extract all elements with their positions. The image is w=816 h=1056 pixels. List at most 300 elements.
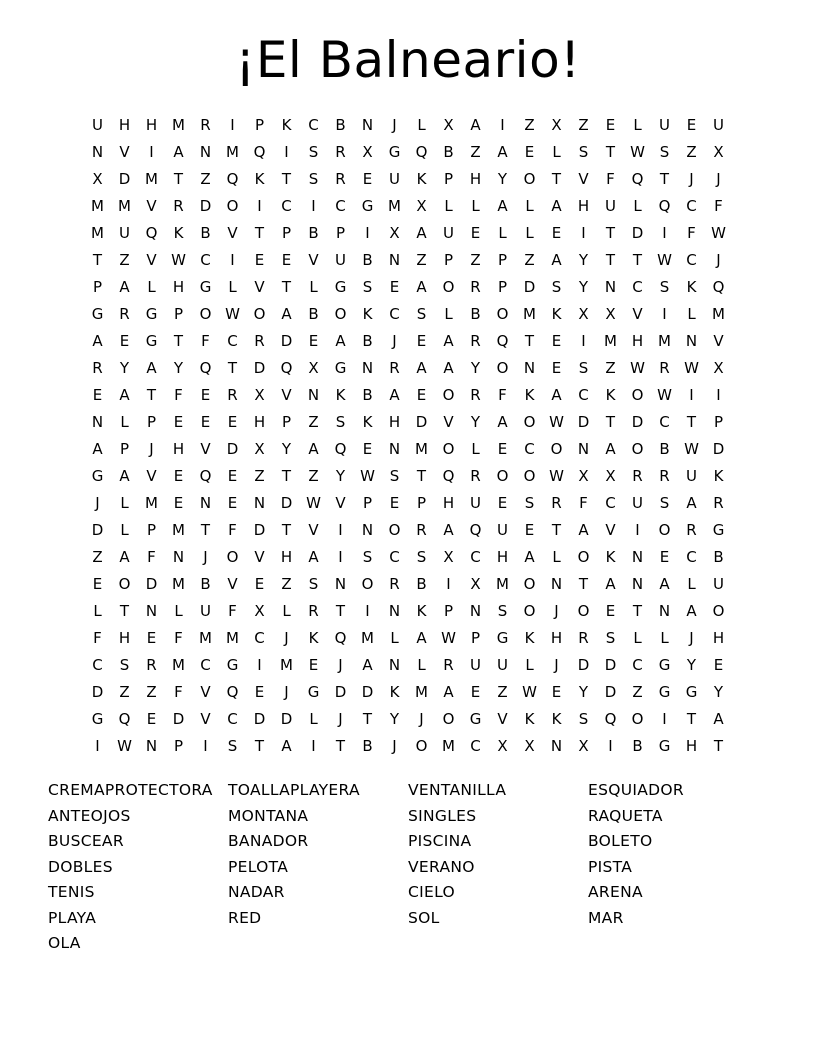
grid-letter: T xyxy=(524,332,535,350)
grid-letter: N xyxy=(361,521,374,539)
grid-letter: H xyxy=(172,440,185,458)
grid-letter: V xyxy=(281,386,292,404)
grid-letter: E xyxy=(308,332,319,350)
grid-letter: U xyxy=(605,197,616,215)
grid-letter: S xyxy=(659,143,670,161)
grid-letter: O xyxy=(523,575,536,593)
grid-letter: H xyxy=(712,629,725,647)
grid-letter: N xyxy=(334,575,347,593)
grid-letter: J xyxy=(689,629,694,647)
grid-letter: R xyxy=(713,494,724,512)
grid-letter: V xyxy=(200,710,211,728)
grid-letter: G xyxy=(91,305,104,323)
grid-letter: P xyxy=(335,224,346,242)
grid-letter: O xyxy=(226,197,239,215)
grid-letter: G xyxy=(91,467,104,485)
grid-letter: A xyxy=(524,548,535,566)
grid-letter: S xyxy=(308,170,319,188)
grid-letter: L xyxy=(120,521,129,539)
grid-letter: X xyxy=(362,143,373,161)
grid-letter: P xyxy=(497,251,508,269)
grid-letter: N xyxy=(172,548,185,566)
grid-letter: O xyxy=(496,467,509,485)
grid-letter: K xyxy=(335,386,346,404)
grid-letter: B xyxy=(470,305,481,323)
grid-letter: M xyxy=(199,629,212,647)
grid-letter: S xyxy=(227,737,238,755)
grid-letter: Q xyxy=(334,629,347,647)
grid-letter: G xyxy=(145,305,158,323)
grid-letter: I xyxy=(662,305,667,323)
grid-letter: F xyxy=(147,548,156,566)
grid-letter: K xyxy=(308,629,319,647)
grid-letter: Z xyxy=(605,359,616,377)
grid-letter: K xyxy=(524,710,535,728)
grid-letter: Z xyxy=(308,413,319,431)
grid-letter: U xyxy=(713,116,724,134)
grid-letter: E xyxy=(605,602,616,620)
grid-letter: M xyxy=(91,197,104,215)
grid-letter: I xyxy=(608,737,613,755)
grid-letter: A xyxy=(173,143,184,161)
word-list-item: PISTA xyxy=(588,857,633,876)
grid-letter: M xyxy=(415,440,428,458)
grid-letter: H xyxy=(253,413,266,431)
grid-letter: G xyxy=(145,332,158,350)
grid-letter: T xyxy=(254,224,265,242)
grid-letter: E xyxy=(146,629,157,647)
grid-letter: C xyxy=(227,332,238,350)
grid-letter: V xyxy=(227,224,238,242)
grid-letter: C xyxy=(200,656,211,674)
grid-letter: I xyxy=(230,251,235,269)
grid-letter: G xyxy=(496,629,509,647)
grid-row xyxy=(84,463,732,490)
grid-letter: M xyxy=(172,656,185,674)
grid-letter: L xyxy=(498,224,507,242)
grid-letter: Z xyxy=(308,467,319,485)
grid-letter: A xyxy=(659,575,670,593)
grid-letter: A xyxy=(443,359,454,377)
grid-letter: S xyxy=(389,467,400,485)
grid-letter: L xyxy=(93,602,102,620)
grid-letter: E xyxy=(173,494,184,512)
grid-letter: Q xyxy=(280,359,293,377)
grid-letter: W xyxy=(684,359,699,377)
grid-letter: A xyxy=(92,440,103,458)
grid-letter: O xyxy=(658,521,671,539)
grid-letter: S xyxy=(362,278,373,296)
grid-letter: A xyxy=(416,224,427,242)
grid-row xyxy=(84,193,732,220)
grid-letter: S xyxy=(578,710,589,728)
grid-letter: E xyxy=(173,467,184,485)
grid-letter: E xyxy=(497,440,508,458)
grid-letter: T xyxy=(173,170,184,188)
grid-letter: N xyxy=(658,602,671,620)
grid-letter: A xyxy=(497,143,508,161)
grid-letter: G xyxy=(226,656,239,674)
grid-letter: X xyxy=(497,737,508,755)
word-list-item: PLAYA xyxy=(48,908,97,927)
grid-letter: H xyxy=(280,548,293,566)
grid-row xyxy=(84,274,732,301)
grid-letter: I xyxy=(689,386,694,404)
word-list-item: RED xyxy=(228,908,262,927)
grid-letter: M xyxy=(388,197,401,215)
grid-letter: B xyxy=(362,332,373,350)
grid-letter: O xyxy=(712,602,725,620)
grid-letter: W xyxy=(171,251,186,269)
grid-letter: M xyxy=(658,332,671,350)
grid-letter: D xyxy=(334,683,347,701)
grid-letter: R xyxy=(632,467,643,485)
grid-letter: D xyxy=(577,656,590,674)
grid-letter: V xyxy=(308,521,319,539)
grid-letter: R xyxy=(308,602,319,620)
grid-letter: N xyxy=(145,737,158,755)
grid-letter: E xyxy=(227,467,238,485)
grid-letter: O xyxy=(253,305,266,323)
grid-letter: V xyxy=(200,440,211,458)
grid-letter: W xyxy=(522,683,537,701)
grid-letter: I xyxy=(149,143,154,161)
grid-letter: B xyxy=(335,116,346,134)
grid-letter: A xyxy=(92,332,103,350)
word-list-item: TENIS xyxy=(48,883,95,901)
grid-letter: U xyxy=(659,116,670,134)
word-list-item: PELOTA xyxy=(228,857,289,876)
grid-letter: U xyxy=(497,656,508,674)
grid-letter: O xyxy=(523,602,536,620)
grid-letter: S xyxy=(605,629,616,647)
grid-letter: Q xyxy=(604,710,617,728)
grid-letter: L xyxy=(444,197,453,215)
grid-letter: X xyxy=(713,143,724,161)
grid-letter: V xyxy=(605,521,616,539)
grid-letter: E xyxy=(551,359,562,377)
grid-letter: F xyxy=(174,683,183,701)
grid-letter: R xyxy=(173,197,184,215)
grid-letter: E xyxy=(362,440,373,458)
grid-letter: E xyxy=(659,548,670,566)
grid-letter: H xyxy=(496,548,509,566)
grid-letter: Z xyxy=(470,143,481,161)
grid-letter: S xyxy=(362,548,373,566)
grid-letter: O xyxy=(361,575,374,593)
word-list-item: CREMAPROTECTORA xyxy=(48,781,213,799)
grid-letter: Z xyxy=(281,575,292,593)
grid-letter: I xyxy=(635,521,640,539)
grid-letter: K xyxy=(605,386,616,404)
grid-letter: L xyxy=(660,629,669,647)
grid-letter: A xyxy=(119,548,130,566)
grid-letter: Y xyxy=(119,359,130,377)
grid-letter: I xyxy=(446,575,451,593)
grid-letter: M xyxy=(226,143,239,161)
grid-letter: O xyxy=(442,278,455,296)
grid-letter: I xyxy=(365,224,370,242)
grid-letter: L xyxy=(282,602,291,620)
grid-letter: B xyxy=(443,143,454,161)
grid-letter: K xyxy=(686,278,697,296)
grid-letter: A xyxy=(308,548,319,566)
grid-letter: Y xyxy=(470,413,481,431)
grid-letter: L xyxy=(525,224,534,242)
grid-letter: F xyxy=(174,629,183,647)
grid-letter: C xyxy=(227,710,238,728)
grid-letter: G xyxy=(469,710,482,728)
grid-letter: A xyxy=(362,656,373,674)
grid-letter: Q xyxy=(199,467,212,485)
word-list-row xyxy=(48,880,768,906)
grid-row xyxy=(84,490,732,517)
grid-letter: S xyxy=(416,548,427,566)
grid-letter: W xyxy=(549,467,564,485)
grid-row xyxy=(84,409,732,436)
grid-letter: E xyxy=(146,710,157,728)
grid-letter: M xyxy=(172,575,185,593)
grid-row xyxy=(84,652,732,679)
grid-letter: D xyxy=(415,413,428,431)
grid-letter: C xyxy=(335,197,346,215)
grid-letter: Z xyxy=(416,251,427,269)
grid-letter: Q xyxy=(658,197,671,215)
word-list-item: SOL xyxy=(408,908,440,927)
grid-letter: C xyxy=(605,494,616,512)
grid-letter: R xyxy=(470,386,481,404)
grid-letter: L xyxy=(687,575,696,593)
grid-letter: C xyxy=(308,116,319,134)
grid-letter: T xyxy=(281,521,292,539)
grid-letter: W xyxy=(711,224,726,242)
grid-letter: A xyxy=(335,332,346,350)
grid-letter: W xyxy=(549,413,564,431)
grid-letter: X xyxy=(605,467,616,485)
grid-letter: W xyxy=(306,494,321,512)
grid-letter: Q xyxy=(253,143,266,161)
grid-letter: F xyxy=(174,386,183,404)
grid-letter: O xyxy=(442,710,455,728)
grid-letter: L xyxy=(147,278,156,296)
grid-letter: T xyxy=(200,521,211,539)
grid-letter: T xyxy=(335,737,346,755)
grid-letter: A xyxy=(416,359,427,377)
grid-letter: E xyxy=(308,656,319,674)
grid-letter: O xyxy=(226,548,239,566)
grid-letter: X xyxy=(578,737,589,755)
grid-letter: I xyxy=(311,737,316,755)
grid-letter: K xyxy=(605,548,616,566)
grid-letter: S xyxy=(578,359,589,377)
grid-letter: A xyxy=(416,629,427,647)
grid-row xyxy=(84,598,732,625)
grid-letter: M xyxy=(415,683,428,701)
grid-letter: E xyxy=(470,683,481,701)
grid-letter: C xyxy=(659,413,670,431)
grid-letter: K xyxy=(713,467,724,485)
grid-letter: G xyxy=(361,197,374,215)
grid-letter: W xyxy=(225,305,240,323)
grid-letter: G xyxy=(685,683,698,701)
grid-letter: E xyxy=(200,386,211,404)
grid-letter: R xyxy=(659,467,670,485)
grid-letter: V xyxy=(254,278,265,296)
grid-letter: E xyxy=(713,656,724,674)
grid-letter: S xyxy=(335,413,346,431)
grid-row xyxy=(84,166,732,193)
grid-letter: T xyxy=(551,170,562,188)
grid-letter: X xyxy=(254,602,265,620)
word-list-item: SINGLES xyxy=(408,806,477,825)
grid-letter: X xyxy=(254,386,265,404)
grid-row xyxy=(84,139,732,166)
grid-letter: L xyxy=(633,629,642,647)
grid-letter: G xyxy=(334,278,347,296)
grid-letter: N xyxy=(388,656,401,674)
grid-letter: W xyxy=(630,143,645,161)
grid-letter: A xyxy=(119,386,130,404)
grid-letter: N xyxy=(550,737,563,755)
grid-letter: X xyxy=(389,224,400,242)
word-list-item: CIELO xyxy=(408,883,455,901)
grid-letter: I xyxy=(311,197,316,215)
grid-letter: U xyxy=(335,251,346,269)
grid-letter: Y xyxy=(281,440,292,458)
grid-letter: T xyxy=(92,251,103,269)
grid-letter: N xyxy=(469,602,482,620)
word-list-row xyxy=(48,855,768,881)
grid-letter: R xyxy=(470,467,481,485)
grid-letter: L xyxy=(444,305,453,323)
grid-letter: H xyxy=(145,116,158,134)
grid-letter: A xyxy=(686,494,697,512)
grid-letter: E xyxy=(497,494,508,512)
grid-letter: V xyxy=(119,143,130,161)
grid-letter: A xyxy=(416,278,427,296)
grid-letter: P xyxy=(713,413,724,431)
grid-letter: A xyxy=(470,116,481,134)
grid-letter: N xyxy=(577,440,590,458)
grid-letter: I xyxy=(338,548,343,566)
grid-letter: F xyxy=(228,521,237,539)
grid-letter: F xyxy=(201,332,210,350)
grid-letter: T xyxy=(281,467,292,485)
grid-letter: L xyxy=(471,440,480,458)
grid-letter: A xyxy=(443,683,454,701)
grid-letter: J xyxy=(392,332,397,350)
grid-letter: R xyxy=(335,143,346,161)
grid-letter: Q xyxy=(442,467,455,485)
grid-letter: D xyxy=(145,575,158,593)
grid-letter: U xyxy=(200,602,211,620)
grid-letter: B xyxy=(362,386,373,404)
grid-letter: Q xyxy=(226,683,239,701)
word-list-row xyxy=(48,804,768,830)
grid-letter: R xyxy=(335,170,346,188)
grid-letter: V xyxy=(227,575,238,593)
grid-letter: B xyxy=(308,224,319,242)
grid-letter: C xyxy=(200,251,211,269)
grid-letter: D xyxy=(280,710,293,728)
grid-letter: P xyxy=(362,494,373,512)
grid-letter: C xyxy=(578,386,589,404)
word-list-item: NADAR xyxy=(228,883,285,901)
word-list-row xyxy=(48,906,768,932)
word-list-item: ANTEOJOS xyxy=(48,806,131,825)
grid-letter: J xyxy=(392,116,397,134)
grid-letter: A xyxy=(281,737,292,755)
grid-letter: N xyxy=(307,386,320,404)
grid-letter: C xyxy=(254,629,265,647)
grid-letter: R xyxy=(227,386,238,404)
grid-letter: O xyxy=(523,467,536,485)
grid-letter: R xyxy=(578,629,589,647)
grid-row xyxy=(84,328,732,355)
grid-letter: Y xyxy=(173,359,184,377)
grid-letter: V xyxy=(632,305,643,323)
grid-letter: P xyxy=(146,521,157,539)
grid-letter: G xyxy=(712,521,725,539)
grid-letter: O xyxy=(442,386,455,404)
grid-letter: R xyxy=(443,656,454,674)
grid-letter: A xyxy=(497,413,508,431)
grid-letter: R xyxy=(119,305,130,323)
grid-letter: C xyxy=(632,656,643,674)
grid-letter: T xyxy=(632,602,643,620)
grid-letter: E xyxy=(605,116,616,134)
grid-letter: I xyxy=(716,386,721,404)
grid-letter: H xyxy=(118,116,131,134)
grid-letter: Z xyxy=(578,116,589,134)
grid-letter: T xyxy=(605,224,616,242)
page-title: ¡El Balneario! xyxy=(235,31,581,89)
grid-letter: Q xyxy=(712,278,725,296)
grid-letter: X xyxy=(443,116,454,134)
grid-letter: F xyxy=(714,197,723,215)
word-list-row xyxy=(48,931,768,957)
grid-letter: G xyxy=(658,656,671,674)
grid-letter: L xyxy=(417,116,426,134)
grid-letter: R xyxy=(659,359,670,377)
word-list-item: ARENA xyxy=(588,883,643,901)
grid-letter: O xyxy=(496,359,509,377)
grid-letter: V xyxy=(578,170,589,188)
grid-letter: K xyxy=(551,305,562,323)
grid-letter: U xyxy=(497,521,508,539)
word-list-item: DOBLES xyxy=(48,857,113,876)
grid-letter: W xyxy=(360,467,375,485)
grid-letter: E xyxy=(281,251,292,269)
word-list-item: PISCINA xyxy=(408,832,472,850)
grid-letter: L xyxy=(417,656,426,674)
grid-letter: E xyxy=(119,332,130,350)
grid-row xyxy=(84,112,732,139)
grid-letter: U xyxy=(713,575,724,593)
grid-letter: T xyxy=(632,251,643,269)
grid-letter: L xyxy=(471,197,480,215)
grid-letter: S xyxy=(497,602,508,620)
grid-letter: P xyxy=(443,170,454,188)
grid-letter: I xyxy=(581,332,586,350)
grid-letter: J xyxy=(338,656,343,674)
grid-letter: A xyxy=(443,332,454,350)
grid-letter: G xyxy=(658,737,671,755)
grid-letter: Z xyxy=(524,251,535,269)
grid-letter: P xyxy=(443,251,454,269)
word-list-row xyxy=(48,829,768,855)
grid-letter: D xyxy=(199,197,212,215)
